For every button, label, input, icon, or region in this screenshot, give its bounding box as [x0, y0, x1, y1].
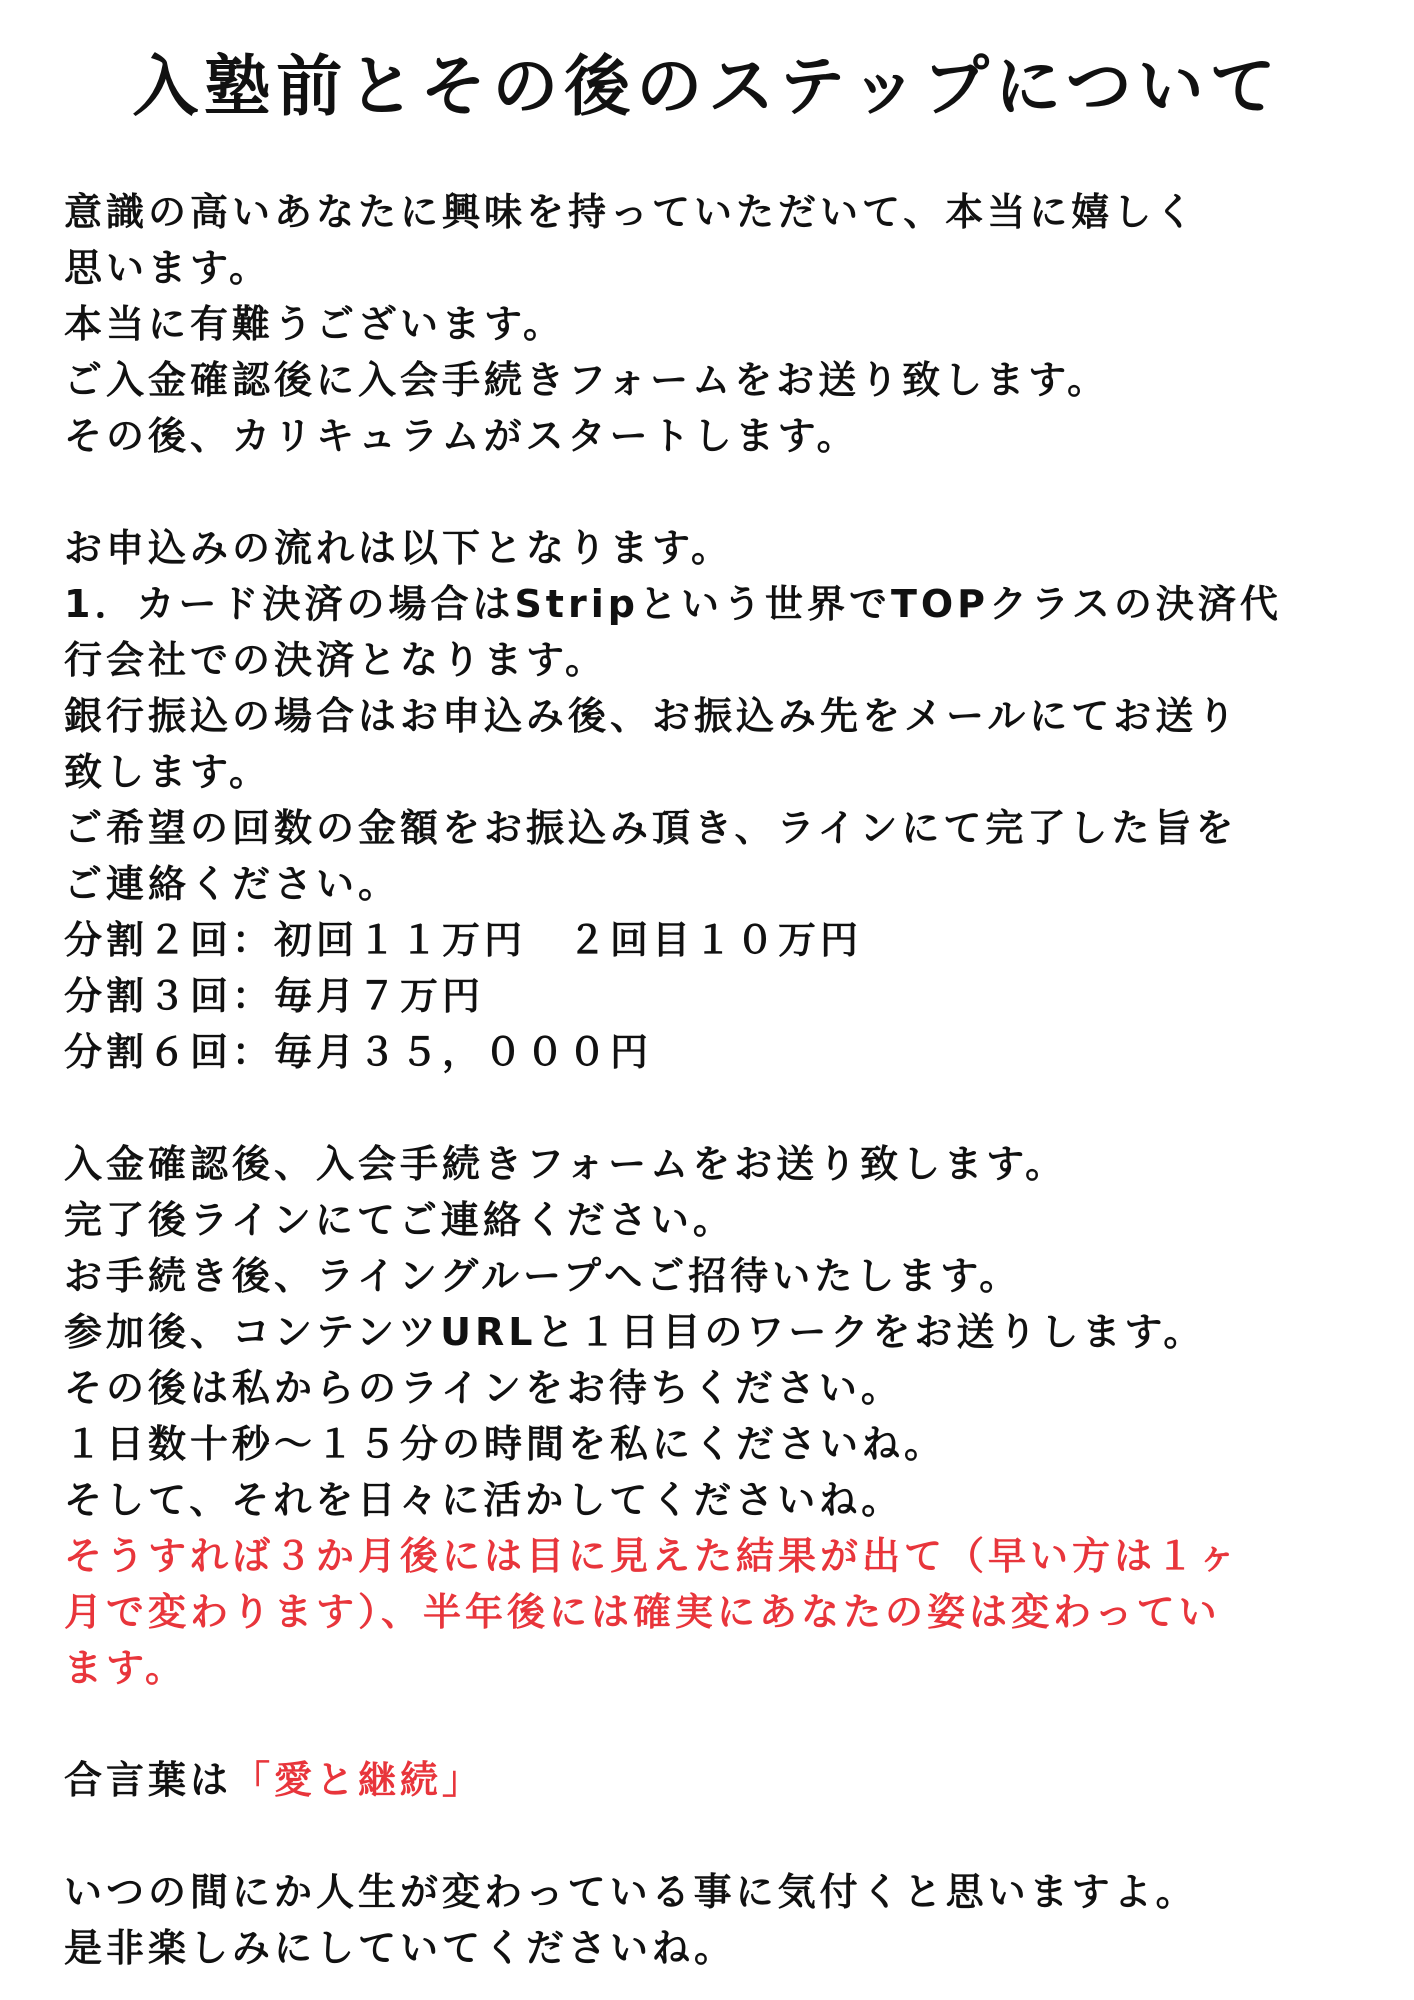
- highlight-line: ます。: [64, 1646, 187, 1690]
- paragraph-gap: [64, 1696, 1354, 1752]
- onboarding-paragraph: [64, 1136, 1354, 1696]
- password-value: 「愛と継続」: [232, 1758, 485, 1802]
- installment-line: 分割６回：毎月３５，０００円: [64, 1030, 653, 1074]
- application-flow-paragraph: [64, 520, 1354, 1080]
- text-line: ご入金確認後に入会手続きフォームをお送り致します。: [64, 358, 1110, 402]
- installment-line: 分割２回：初回１１万円 ２回目１０万円: [64, 918, 863, 962]
- text-line: 致します。: [64, 750, 271, 794]
- text-line: 入金確認後、入会手続きフォームをお送り致します。: [64, 1142, 1068, 1186]
- text-line: その後、カリキュラムがスタートします。: [64, 414, 859, 458]
- paragraph-gap: [64, 1080, 1354, 1136]
- text-line: 行会社での決済となります。: [64, 638, 607, 682]
- installment-line: 分割３回：毎月７万円: [64, 974, 485, 1018]
- text-line: 意識の高いあなたに興味を持っていただいて、本当に嬉しく: [64, 190, 1198, 234]
- text-line: 参加後、コンテンツURLと１日目のワークをお送りします。: [64, 1310, 1206, 1354]
- closing-paragraph: [64, 1864, 1354, 1976]
- paragraph-gap: [64, 1808, 1354, 1864]
- highlight-line: そうすれば３か月後には目に見えた結果が出て（早い方は１ヶ: [64, 1534, 1241, 1578]
- document-body: [64, 184, 1354, 1976]
- text-line: 1．カード決済の場合はStripという世界でTOPクラスの決済代: [64, 582, 1282, 626]
- highlight-line: 月で変わります）、半年後には確実にあなたの姿は変わってい: [64, 1590, 1221, 1634]
- text-line: お申込みの流れは以下となります。: [64, 526, 733, 570]
- text-line: １日数十秒～１５分の時間を私にくださいね。: [64, 1422, 947, 1466]
- text-line: 是非楽しみにしていてくださいね。: [64, 1926, 737, 1970]
- password-line: [64, 1752, 1354, 1808]
- intro-paragraph: [64, 184, 1354, 464]
- text-line: 思います。: [64, 246, 271, 290]
- text-line: 完了後ラインにてご連絡ください。: [64, 1198, 735, 1242]
- text-line: 本当に有難うございます。: [64, 302, 565, 346]
- text-line: ご希望の回数の金額をお振込み頂き、ラインにて完了した旨を: [64, 806, 1238, 850]
- paragraph-gap: [64, 464, 1354, 520]
- text-line: ご連絡ください。: [64, 862, 401, 906]
- text-line: その後は私からのラインをお待ちください。: [64, 1366, 903, 1410]
- text-line: そして、それを日々に活かしてくださいね。: [64, 1478, 904, 1522]
- password-label: 合言葉は: [64, 1758, 233, 1802]
- text-line: 銀行振込の場合はお申込み後、お振込み先をメールにてお送り: [64, 694, 1240, 738]
- text-line: お手続き後、ライングループへご招待いたします。: [64, 1254, 1022, 1298]
- page-title: 入塾前とその後のステップについて: [132, 48, 1282, 125]
- text-line: いつの間にか人生が変わっている事に気付くと思いますよ。: [64, 1870, 1198, 1914]
